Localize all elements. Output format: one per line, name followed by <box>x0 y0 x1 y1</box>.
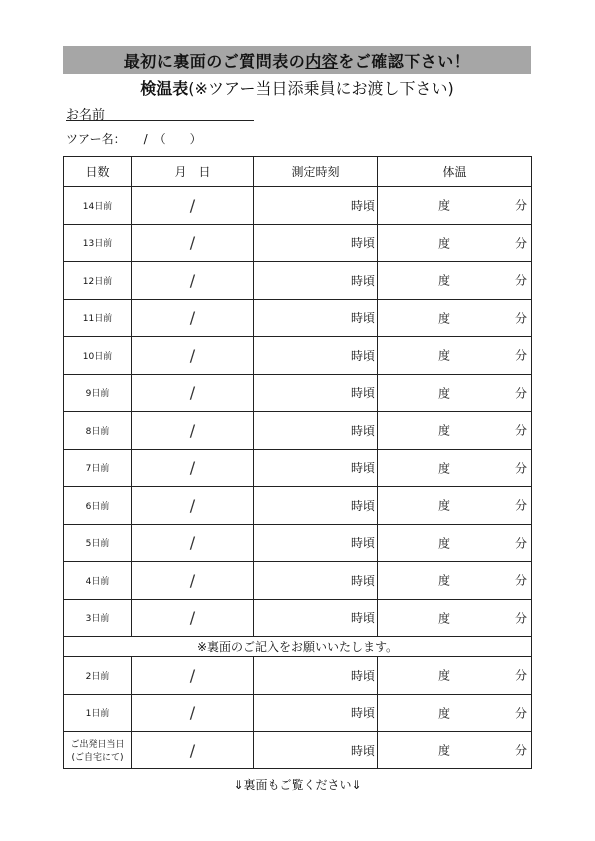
time-cell[interactable]: 時頃 <box>254 599 378 637</box>
table-row <box>64 187 532 225</box>
date-cell[interactable]: / <box>132 187 254 225</box>
day-label: 11日前 <box>64 299 132 337</box>
table-row <box>64 374 532 412</box>
fraction-unit: 分 <box>514 311 527 326</box>
temperature-cell[interactable] <box>378 599 532 637</box>
date-cell[interactable]: / <box>132 412 254 450</box>
banner-text-2: をご確認下さい！ <box>338 51 471 71</box>
day-label: 3日前 <box>64 599 132 637</box>
degree-unit: 度 <box>438 536 451 551</box>
temperature-cell[interactable] <box>378 299 532 337</box>
table-row <box>64 732 532 769</box>
time-cell[interactable]: 時頃 <box>254 412 378 450</box>
time-cell[interactable]: 時頃 <box>254 732 378 769</box>
time-cell[interactable]: 時頃 <box>254 224 378 262</box>
temperature-cell[interactable] <box>378 732 532 769</box>
banner-text-underlined: 内容 <box>305 51 339 71</box>
name-label: お名前 <box>66 108 106 123</box>
header-time: 測定時刻 <box>254 157 378 187</box>
fraction-unit: 分 <box>514 423 527 438</box>
fraction-unit: 分 <box>514 706 527 721</box>
degree-unit: 度 <box>438 386 451 401</box>
title-main: 検温表 <box>140 79 189 98</box>
time-cell[interactable]: 時頃 <box>254 187 378 225</box>
date-cell[interactable]: / <box>132 657 254 695</box>
date-cell[interactable]: / <box>132 337 254 375</box>
degree-unit: 度 <box>438 668 451 683</box>
table-row <box>64 657 532 695</box>
time-cell[interactable]: 時頃 <box>254 487 378 525</box>
date-cell[interactable]: / <box>132 449 254 487</box>
page-title <box>63 76 531 99</box>
tour-name-field[interactable]: ツアー名： / （ ） <box>66 132 202 146</box>
temperature-cell[interactable] <box>378 657 532 695</box>
name-field[interactable] <box>66 104 254 121</box>
date-cell[interactable]: / <box>132 487 254 525</box>
day-label: 9日前 <box>64 374 132 412</box>
date-cell[interactable]: / <box>132 599 254 637</box>
temperature-cell[interactable] <box>378 224 532 262</box>
degree-unit: 度 <box>438 461 451 476</box>
day-label: 1日前 <box>64 694 132 732</box>
table-row <box>64 694 532 732</box>
table-row <box>64 262 532 300</box>
degree-unit: 度 <box>438 423 451 438</box>
footer-note: ⇓裏面もご覧ください⇓ <box>233 778 362 792</box>
header-temperature: 体温 <box>378 157 532 187</box>
date-cell[interactable]: / <box>132 732 254 769</box>
date-cell[interactable]: / <box>132 262 254 300</box>
degree-unit: 度 <box>438 573 451 588</box>
temperature-cell[interactable] <box>378 524 532 562</box>
temperature-table <box>63 156 532 769</box>
fraction-unit: 分 <box>514 198 527 213</box>
degree-unit: 度 <box>438 311 451 326</box>
header-days: 日数 <box>64 157 132 187</box>
table-body <box>64 187 532 769</box>
temperature-cell[interactable] <box>378 449 532 487</box>
day-label: 7日前 <box>64 449 132 487</box>
time-cell[interactable]: 時頃 <box>254 694 378 732</box>
table-row <box>64 487 532 525</box>
time-cell[interactable]: 時頃 <box>254 299 378 337</box>
temperature-cell[interactable] <box>378 487 532 525</box>
departure-line-2: (ご自宅にて) <box>71 753 124 763</box>
day-label: 10日前 <box>64 337 132 375</box>
degree-unit: 度 <box>438 273 451 288</box>
table-row <box>64 299 532 337</box>
time-cell[interactable]: 時頃 <box>254 524 378 562</box>
day-label-departure <box>64 732 132 769</box>
time-cell[interactable]: 時頃 <box>254 562 378 600</box>
notice-banner <box>63 46 531 74</box>
day-label: 6日前 <box>64 487 132 525</box>
banner-text-1: 最初に裏面のご質問表の <box>123 51 306 71</box>
date-cell[interactable]: / <box>132 224 254 262</box>
temperature-cell[interactable] <box>378 694 532 732</box>
table-row <box>64 599 532 637</box>
fraction-unit: 分 <box>514 348 527 363</box>
day-label: 5日前 <box>64 524 132 562</box>
table-row <box>64 562 532 600</box>
time-cell[interactable]: 時頃 <box>254 657 378 695</box>
day-label: 2日前 <box>64 657 132 695</box>
fraction-unit: 分 <box>514 743 527 758</box>
header-date: 月 日 <box>132 157 254 187</box>
date-cell[interactable]: / <box>132 299 254 337</box>
degree-unit: 度 <box>438 743 451 758</box>
date-cell[interactable]: / <box>132 562 254 600</box>
fraction-unit: 分 <box>514 236 527 251</box>
date-cell[interactable]: / <box>132 524 254 562</box>
fraction-unit: 分 <box>514 611 527 626</box>
degree-unit: 度 <box>438 611 451 626</box>
degree-unit: 度 <box>438 706 451 721</box>
fraction-unit: 分 <box>514 498 527 513</box>
temperature-cell[interactable] <box>378 262 532 300</box>
day-label: 13日前 <box>64 224 132 262</box>
title-sub: (※ツアー当日添乗員にお渡し下さい) <box>188 79 454 98</box>
table-row <box>64 524 532 562</box>
fraction-unit: 分 <box>514 668 527 683</box>
table-row <box>64 337 532 375</box>
temperature-cell[interactable] <box>378 562 532 600</box>
fraction-unit: 分 <box>514 386 527 401</box>
note-text: ※裏面のご記入をお願いいたします。 <box>64 637 532 657</box>
degree-unit: 度 <box>438 198 451 213</box>
degree-unit: 度 <box>438 348 451 363</box>
table-header-row <box>64 157 532 187</box>
temperature-cell[interactable] <box>378 187 532 225</box>
date-cell[interactable]: / <box>132 694 254 732</box>
departure-line-1: ご出発日当日 <box>70 740 125 750</box>
date-cell[interactable]: / <box>132 374 254 412</box>
temperature-cell[interactable] <box>378 412 532 450</box>
table-row <box>64 449 532 487</box>
time-cell[interactable]: 時頃 <box>254 449 378 487</box>
degree-unit: 度 <box>438 236 451 251</box>
day-label: 14日前 <box>64 187 132 225</box>
temperature-cell[interactable] <box>378 374 532 412</box>
time-cell[interactable]: 時頃 <box>254 262 378 300</box>
degree-unit: 度 <box>438 498 451 513</box>
table-row <box>64 224 532 262</box>
temperature-cell[interactable] <box>378 337 532 375</box>
note-row <box>64 637 532 657</box>
time-cell[interactable]: 時頃 <box>254 374 378 412</box>
day-label: 8日前 <box>64 412 132 450</box>
fraction-unit: 分 <box>514 461 527 476</box>
day-label: 4日前 <box>64 562 132 600</box>
fraction-unit: 分 <box>514 536 527 551</box>
day-label: 12日前 <box>64 262 132 300</box>
table-row <box>64 412 532 450</box>
fraction-unit: 分 <box>514 573 527 588</box>
fraction-unit: 分 <box>514 273 527 288</box>
time-cell[interactable]: 時頃 <box>254 337 378 375</box>
